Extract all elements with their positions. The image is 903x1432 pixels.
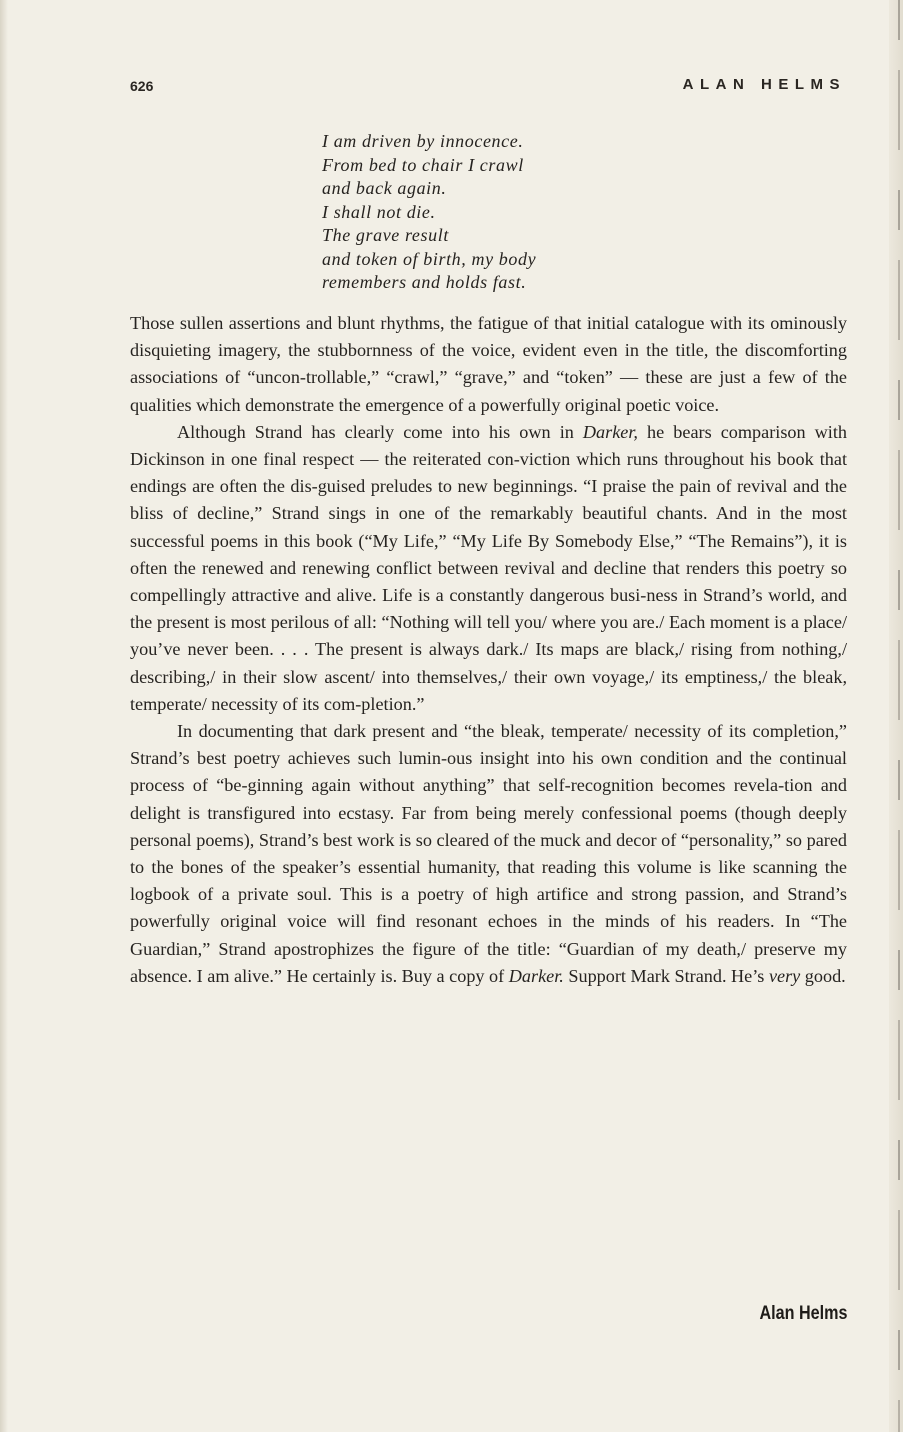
poem-line: I am driven by innocence.: [322, 131, 524, 151]
poem-line: and token of birth, my body: [322, 248, 537, 269]
running-head: ALAN HELMS: [682, 76, 846, 93]
gutter-shadow-line: [898, 0, 900, 1432]
paragraph-2-text-b: he bears comparison with Dickinson in one final respect — the reiterated con-viction which runs throughout his book that endings are often the dis-guised preludes to new beginnings. “I praise the pain of revival and the bliss of decline,” Strand sings in one of the remarkably beautiful chants. And in the most successful poems in this book (“My Life,” “My Life By Somebody Else,” “The Remains”), it is often the renewed and renewing conflict between revival and decline that renders this poetry so compellingly attractive and alive. Life is a constantly dangerous busi-ness in Strand’s world, and the present is most perilous of all: “Nothing will tell you/ where you are./ Each moment is a place/ you’ve never been. . . . The present is always dark./ Its maps are black,/ rising from nothing,/ describing,/ in their slow ascent/ into themselves,/ their own voyage,/ its emptiness,/ the bleak, temperate/ necessity of its com-pletion.”: [130, 421, 847, 714]
poem-excerpt: [322, 130, 536, 295]
paragraph-3-text-b: Support Mark Strand. He’s: [563, 965, 769, 986]
review-body: [130, 310, 847, 990]
author-signature: Alan Helms: [759, 1303, 847, 1324]
paragraph-3: [130, 718, 847, 990]
paragraph-3-text-c: good.: [800, 965, 846, 986]
book-title: Darker.: [508, 965, 564, 986]
poem-line: and back again.: [322, 178, 447, 198]
paragraph-1: Those sullen assertions and blunt rhythms, the fatigue of that initial catalogue with its ominously disquieting imagery, the stubbornness of the voice, evident even in the title, the discomforting associations of “uncon-trollable,” “crawl,” “grave,” and “token” — these are just a few of the qualities which demonstrate the emergence of a powerfully original poetic voice.: [130, 313, 847, 415]
poem-line: I shall not die.: [322, 201, 436, 222]
poem-line: The grave result: [322, 225, 449, 245]
paragraph-2: [130, 419, 847, 718]
page-left-edge: [0, 0, 8, 1432]
page-number: 626: [130, 78, 154, 94]
poem-line: From bed to chair I crawl: [322, 154, 524, 175]
book-title: Darker,: [582, 421, 638, 442]
paragraph-2-text-a: Although Strand has clearly come into his own in: [177, 421, 583, 442]
poem-line: remembers and holds fast.: [322, 272, 527, 292]
emphasis-word: very: [768, 965, 801, 986]
page-gutter: [889, 0, 903, 1432]
paragraph-3-text-a: In documenting that dark present and “the bleak, temperate/ necessity of its completion,” Strand’s best poetry achieves such lumin-ous insight into his own condition and the continual process of “be-ginning again without anything” that self-recognition becomes revela-tion and delight is transfigured into ecstasy. Far from being merely confessional poems (though deeply personal poems), Strand’s best work is so cleared of the muck and decor of “personality,” so pared to the bones of the speaker’s essential humanity, that reading this volume is like scanning the logbook of a private soul. This is a poetry of high artifice and strong passion, and Strand’s powerfully original voice will find resonant echoes in the minds of his readers. In “The Guardian,” Strand apostrophizes the figure of the title: “Guardian of my death,/ preserve my absence. I am alive.” He certainly is. Buy a copy of: [130, 721, 847, 986]
